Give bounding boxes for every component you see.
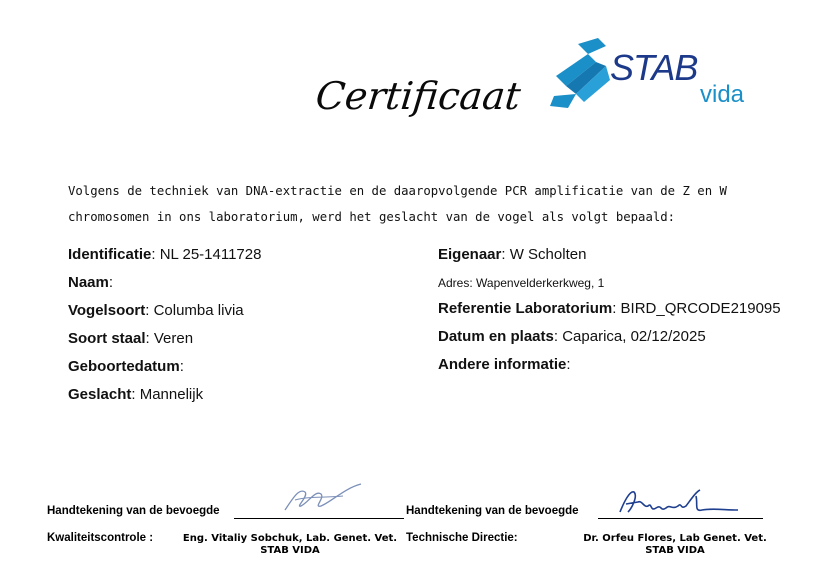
right-role-label: Technische Directie: <box>406 532 518 544</box>
logo-text-sub: vida <box>700 81 745 108</box>
certificate-title: Certificaat <box>313 74 523 118</box>
field-label: Andere informatie <box>438 356 567 373</box>
field-geboortedatum: Geboortedatum: <box>68 358 184 375</box>
field-adres: Adres: Wapenvelderkerkweg, 1 <box>438 276 605 290</box>
logo-text-main: STAB <box>610 47 698 88</box>
field-value: NL 25-1411728 <box>159 246 262 263</box>
right-signature-image <box>612 484 742 522</box>
right-signature-line <box>598 518 763 519</box>
field-label: Referentie Laboratorium <box>438 300 613 317</box>
field-vogelsoort: Vogelsoort: Columba livia <box>68 302 244 319</box>
field-datum-en-plaats: Datum en plaats: Caparica, 02/12/2025 <box>438 328 706 345</box>
left-signer-org: STAB VIDA <box>260 545 320 556</box>
intro-line-2: chromosomen in ons laboratorium, werd het geslacht van de vogel als volgt bepaald: <box>68 210 676 224</box>
field-naam: Naam: <box>68 274 114 291</box>
stab-vida-logo <box>548 36 778 116</box>
field-value: Caparica, 02/12/2025 <box>562 328 706 345</box>
field-label: Eigenaar <box>438 246 502 263</box>
field-andere-informatie: Andere informatie: <box>438 356 571 373</box>
field-label: Vogelsoort <box>68 302 146 319</box>
field-label: Geslacht <box>68 386 132 403</box>
left-signer-name: Eng. Vitaliy Sobchuk, Lab. Genet. Vet. <box>182 533 398 544</box>
field-identificatie: Identificatie: NL 25-1411728 <box>68 246 262 263</box>
field-value: Columba livia <box>153 302 244 319</box>
field-value: BIRD_QRCODE219095 <box>620 300 781 317</box>
left-signature-line <box>234 518 404 519</box>
field-eigenaar: Eigenaar: W Scholten <box>438 246 587 263</box>
intro-line-1: Volgens de techniek van DNA-extractie en de daaropvolgende PCR amplificatie van de Z en W <box>68 184 727 198</box>
field-value: Mannelijk <box>139 386 204 403</box>
right-signature-label: Handtekening van de bevoegde <box>406 505 579 517</box>
field-soort-staal: Soort staal: Veren <box>68 330 194 347</box>
field-value: Wapenvelderkerkweg, 1 <box>476 276 605 290</box>
left-signature-label: Handtekening van de bevoegde <box>47 505 220 517</box>
field-label: Naam <box>68 274 109 291</box>
field-value: W Scholten <box>509 246 587 263</box>
right-signer-name: Dr. Orfeu Flores, Lab Genet. Vet. <box>583 533 767 544</box>
field-referentie-laboratorium: Referentie Laboratorium: BIRD_QRCODE219095 <box>438 300 781 317</box>
field-label: Datum en plaats <box>438 328 554 345</box>
field-label: Soort staal <box>68 330 146 347</box>
left-role-label: Kwaliteitscontrole : <box>47 532 154 544</box>
field-label: Identificatie <box>68 246 152 263</box>
left-signature-image <box>265 478 375 518</box>
field-label: Geboortedatum <box>68 358 180 375</box>
field-geslacht: Geslacht: Mannelijk <box>68 386 204 403</box>
stab-vida-logo-icon <box>548 36 778 116</box>
right-signer-org: STAB VIDA <box>645 545 705 556</box>
field-value: Veren <box>153 330 194 347</box>
field-label: Adres <box>438 276 470 290</box>
